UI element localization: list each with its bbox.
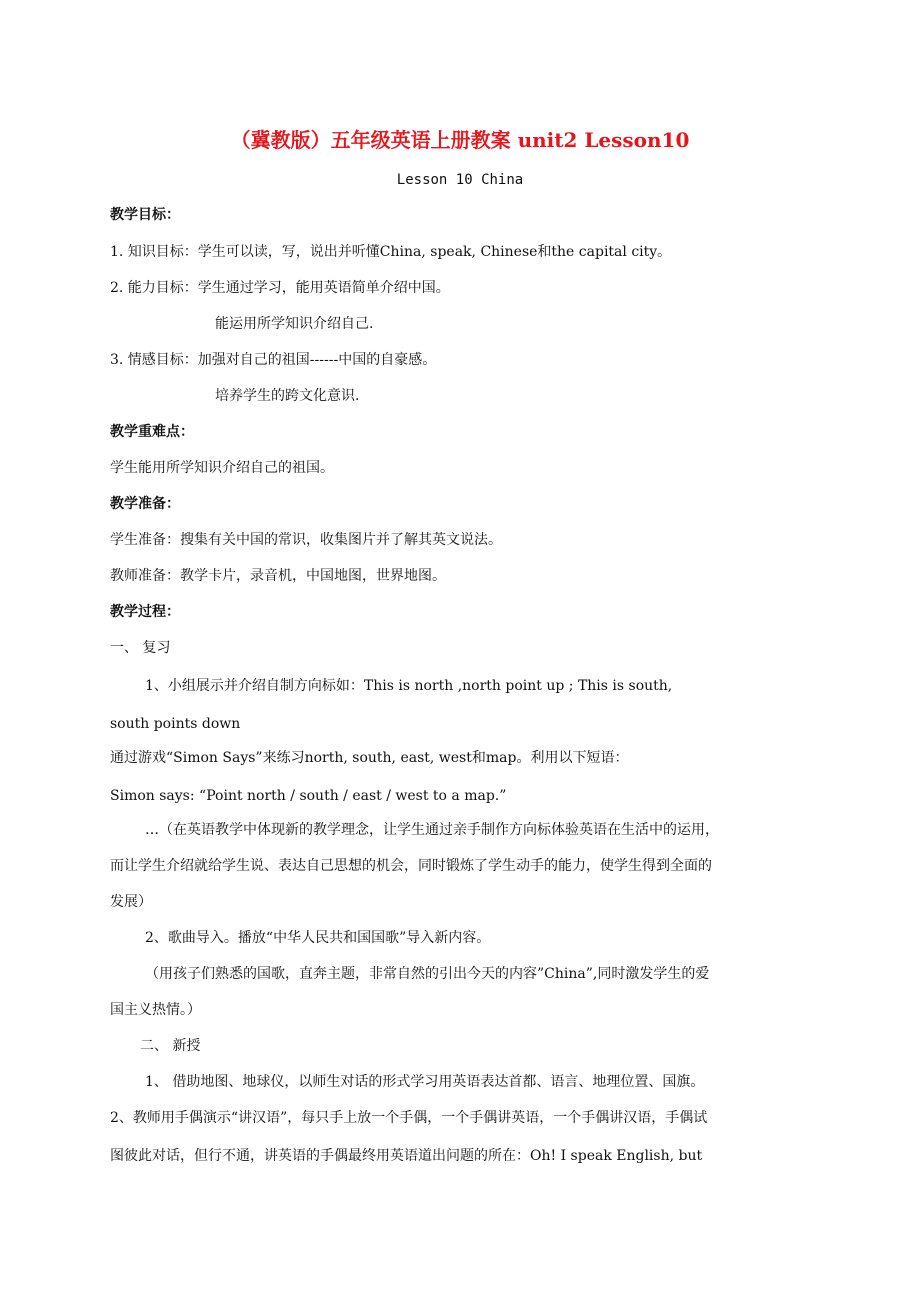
key-points-heading: 教学重难点： [110, 424, 194, 440]
song-note-line2: 国主义热情。） [110, 1002, 201, 1018]
objective-knowledge: 1. 知识目标：学生可以读，写，说出并听懂China, speak, Chinese和the capital city。 [110, 244, 672, 260]
new-step1: 1、 借助地图、地球仪，以师生对话的形式学习用英语表达首都、语言、地理位置、国旗。 [145, 1074, 705, 1090]
student-preparation: 学生准备：搜集有关中国的常识，收集图片并了解其英文说法。 [110, 532, 502, 548]
objective-emotion: 3. 情感目标：加强对自己的祖国------中国的自豪感。 [110, 352, 437, 368]
new-step2-line2: 图彼此对话，但行不通，讲英语的手偶最终用英语道出问题的所在：Oh! I speak English, but [110, 1148, 703, 1164]
review-note-line2: 而让学生介绍就给学生说、表达自己思想的机会，同时锻炼了学生动手的能力，使学生得到全面的 [110, 858, 712, 874]
objective-emotion-detail: 培养学生的跨文化意识. [215, 388, 360, 404]
objective-ability-detail: 能运用所学知识介绍自己. [215, 316, 374, 332]
objectives-heading: 教学目标： [110, 207, 180, 223]
simon-says-intro: 通过游戏“Simon Says”来练习north, south, east, west和map。利用以下短语： [110, 750, 629, 766]
process-heading: 教学过程： [110, 604, 180, 620]
review-step1-line1: 1、小组展示并介绍自制方向标如：This is north ,north point up ; This is south, [145, 678, 673, 694]
review-note-line1: …（在英语教学中体现新的教学理念，让学生通过亲手制作方向标体验英语在生活中的运用， [145, 822, 719, 838]
song-note-line1: （用孩子们熟悉的国歌，直奔主题，非常自然的引出今天的内容”China”,同时激发学生的爱 [145, 966, 710, 982]
section-new-heading: 二、 新授 [140, 1038, 201, 1054]
new-step2-line1: 2、教师用手偶演示“讲汉语”，每只手上放一个手偶，一个手偶讲英语，一个手偶讲汉语，手偶试 [110, 1110, 708, 1126]
key-points-text: 学生能用所学知识介绍自己的祖国。 [110, 460, 334, 476]
objective-ability: 2. 能力目标：学生通过学习，能用英语简单介绍中国。 [110, 280, 450, 296]
song-intro: 2、歌曲导入。播放“中华人民共和国国歌”导入新内容。 [145, 930, 491, 946]
review-step1-line2: south points down [110, 716, 241, 732]
review-note-line3: 发展） [110, 894, 152, 910]
teacher-preparation: 教师准备：教学卡片，录音机，中国地图，世界地图。 [110, 568, 446, 584]
simon-says-phrase: Simon says: “Point north / south / east / west to a map.” [110, 788, 507, 804]
preparation-heading: 教学准备： [110, 496, 180, 512]
document-title: （冀教版）五年级英语上册教案 unit2 Lesson10 [230, 128, 690, 152]
section-review-heading: 一、 复习 [110, 640, 171, 656]
lesson-subtitle: Lesson 10 China [396, 172, 524, 188]
